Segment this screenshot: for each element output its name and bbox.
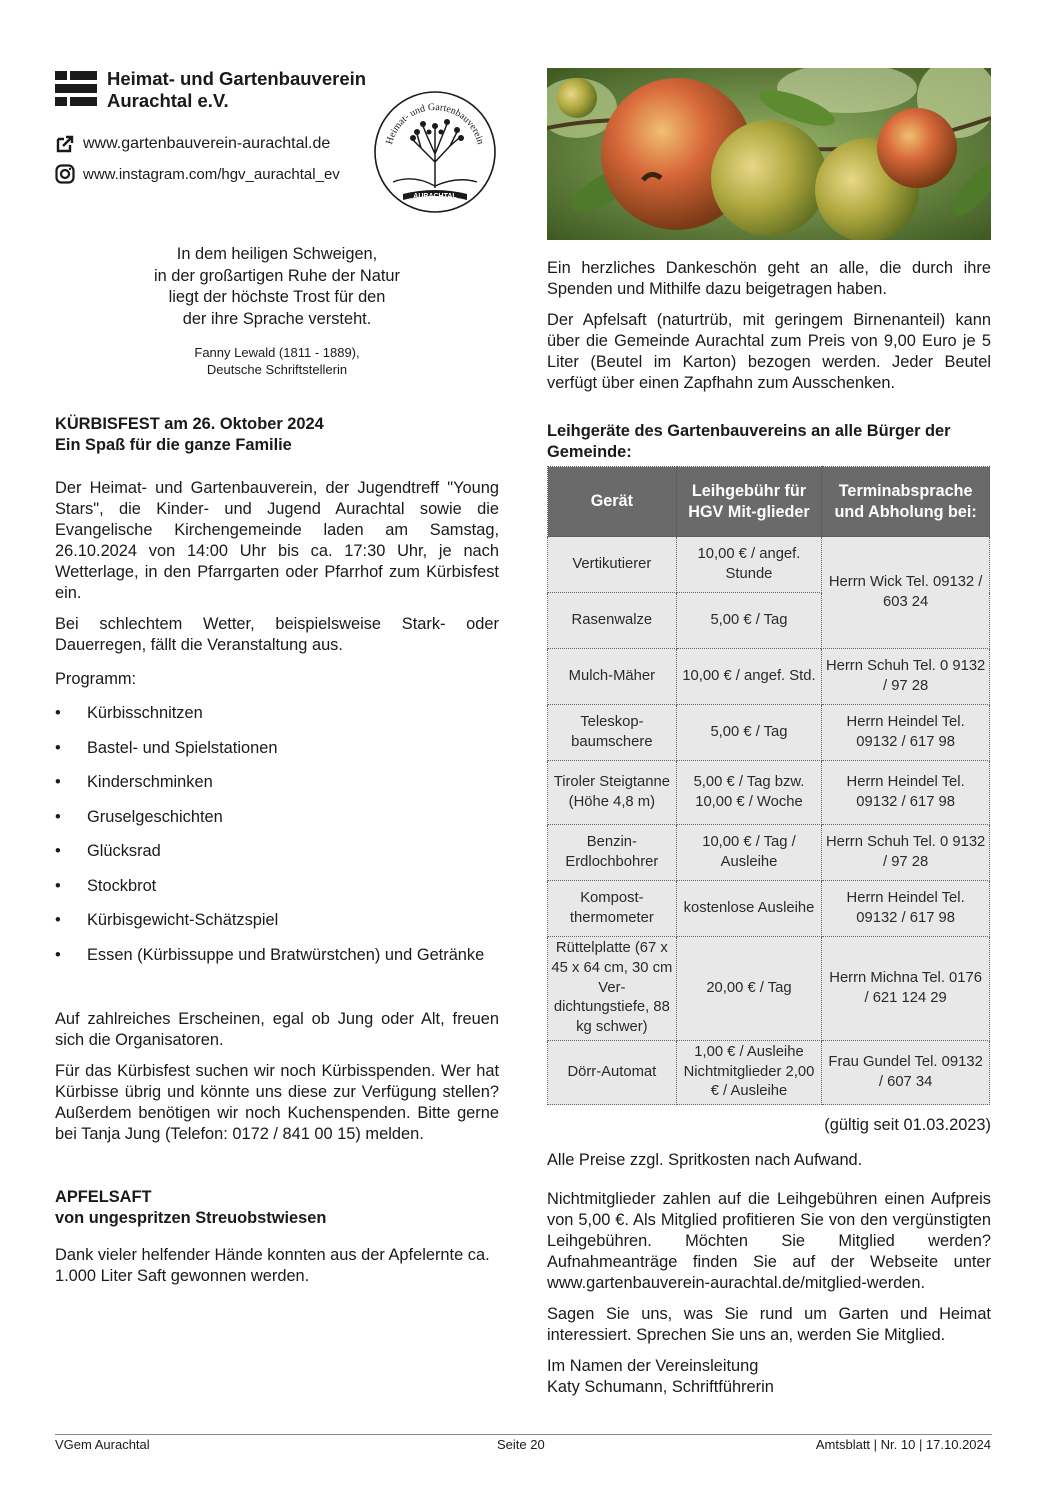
- footer-divider: [55, 1434, 992, 1435]
- table-cell: kostenlose Ausleihe: [676, 881, 822, 937]
- list-item: • Kürbisschnitzen: [55, 703, 499, 723]
- table-cell: Vertikutierer: [548, 537, 677, 593]
- org-name-line1: Heimat- und Gartenbauverein: [107, 68, 367, 89]
- list-item: • Bastel- und Spielstationen: [55, 738, 499, 758]
- table-cell: Rasenwalze: [548, 593, 677, 649]
- table-cell: 5,00 € / Tag: [676, 593, 822, 649]
- kuerbisfest-donations: Für das Kürbisfest suchen wir noch Kürbisspenden. Wer hat Kürbisse übrig und könnte uns diese zur Verfügung stellen? Außerdem benötigen wir noch Kuchenspenden. Bitte gerne bei Tanja Jung (Telefon: 0172 / 841 00 15) melden.: [55, 1061, 499, 1143]
- club-seal-icon: [373, 90, 497, 214]
- table-row: [548, 649, 990, 705]
- apfelsaft-thanks: Ein herzliches Dankeschön geht an alle, die durch ihre Spenden und Mithilfe dazu beigetragen haben.: [547, 259, 991, 298]
- table-row: [548, 705, 990, 761]
- table-row: [548, 761, 990, 825]
- table-cell: Kompost-thermometer: [548, 881, 677, 937]
- svg-text:AURACHTAL: AURACHTAL: [413, 193, 457, 200]
- table-cell: Herrn Schuh Tel. 0 9132 / 97 28: [822, 825, 990, 881]
- table-cell: 10,00 € / Tag / Ausleihe: [676, 825, 822, 881]
- external-link-icon: [55, 134, 75, 154]
- list-item: • Glücksrad: [55, 841, 499, 861]
- table-cell: 1,00 € / Ausleihe Nichtmitglieder 2,00 € / Ausleihe: [676, 1041, 822, 1105]
- kuerbisfest-section: [55, 414, 499, 1145]
- quote-author-line1: Fanny Lewald (1811 - 1889),: [194, 345, 360, 360]
- members-note: Nichtmitglieder zahlen auf die Leihgebühren einen Aufpreis von 5,00 €. Als Mitglied profitieren Sie von den vergünstigten Leihgebühren. Möchten Sie Mitglied werden? Aufnahmeanträge finden Sie auf der Webseite unter www.gartenbauverein-aurachtal.de/mitglied-werden.: [547, 1190, 991, 1293]
- quote-line: in der großartigen Ruhe der Natur: [154, 266, 400, 285]
- table-cell: Herrn Heindel Tel. 09132 / 617 98: [822, 881, 990, 937]
- kuerbisfest-subheading: Ein Spaß für die ganze Familie: [55, 436, 292, 454]
- table-cell: Herrn Heindel Tel. 09132 / 617 98: [822, 705, 990, 761]
- table-cell: 5,00 € / Tag: [676, 705, 822, 761]
- table-cell: Herrn Heindel Tel. 09132 / 617 98: [822, 761, 990, 825]
- list-item: • Kinderschminken: [55, 772, 499, 792]
- rental-table: [547, 466, 990, 1105]
- table-cell: Mulch-Mäher: [548, 649, 677, 705]
- table-cell: Herrn Michna Tel. 0176 / 621 124 29: [822, 937, 990, 1041]
- instagram-link[interactable]: [55, 164, 340, 184]
- fuel-note: Alle Preise zzgl. Spritkosten nach Aufwand.: [547, 1151, 863, 1170]
- table-header-row: [548, 467, 990, 537]
- table-cell: Frau Gundel Tel. 09132 / 607 34: [822, 1041, 990, 1105]
- apfelsaft-heading: APFELSAFT: [55, 1187, 152, 1206]
- org-name: [107, 68, 366, 112]
- table-cell: Herrn Wick Tel. 09132 / 603 24: [822, 537, 990, 649]
- apfelsaft-text: Dank vieler helfender Hände konnten aus der Apfelernte ca. 1.000 Liter Saft gewonnen werden.: [55, 1245, 490, 1285]
- quote-text: [55, 244, 499, 330]
- program-list: [55, 703, 499, 965]
- left-column: [55, 66, 499, 1287]
- table-cell: 10,00 € / angef. Stunde: [676, 537, 822, 593]
- table-row: [548, 825, 990, 881]
- kuerbisfest-heading: KÜRBISFEST am 26. Oktober 2024: [55, 415, 324, 433]
- table-cell: Teleskop-baumschere: [548, 705, 677, 761]
- table-cell: Herrn Schuh Tel. 0 9132 / 97 28: [822, 649, 990, 705]
- table-cell: Tiroler Steigtanne (Höhe 4,8 m): [548, 761, 677, 825]
- table-row: [548, 1041, 990, 1105]
- apfelsaft-subheading: von ungespritzen Streuobstwiesen: [55, 1208, 327, 1227]
- apfelsaft-right: [547, 258, 991, 1398]
- list-item: • Gruselgeschichten: [55, 807, 499, 827]
- column-header: Terminabsprache und Abholung bei:: [822, 467, 990, 537]
- svg-text:Heimat- und Gartenbauverein: Heimat- und Gartenbauverein: [384, 101, 486, 146]
- website-link[interactable]: [55, 134, 330, 154]
- signoff-line2: Katy Schumann, Schriftführerin: [547, 1378, 774, 1397]
- table-row: [548, 937, 990, 1041]
- valid-note: (gültig seit 01.03.2023): [824, 1116, 991, 1135]
- list-item: • Stockbrot: [55, 876, 499, 896]
- quote-line: liegt der höchste Trost für den: [168, 288, 386, 306]
- table-cell: 20,00 € / Tag: [676, 937, 822, 1041]
- footer-right: Amtsblatt | Nr. 10 | 17.10.2024: [815, 1437, 991, 1452]
- column-header: Gerät: [548, 467, 677, 537]
- table-row: [548, 537, 990, 593]
- kuerbisfest-weather: Bei schlechtem Wetter, beispielsweise Stark- oder Dauerregen, fällt die Veranstaltung aus.: [55, 615, 499, 654]
- org-name-line2: Aurachtal e.V.: [107, 90, 229, 111]
- kuerbisfest-intro: Der Heimat- und Gartenbauverein, der Jugendtreff "Young Stars", die Kinder- und Jugend Aurachtal sowie die Evangelische Kirchengemeinde laden am Samstag, 26.10.2024 von 14:00 Uhr bis ca. 17:30 Uhr, je nach Wetterlage, in den Pfarrgarten oder Pfarrhof zum Kürbisfest ein.: [55, 479, 499, 602]
- leihgeraete-heading: Leihgeräte des Gartenbauvereins an alle Bürger der Gemeinde:: [547, 422, 951, 461]
- footer-page: Seite 20: [497, 1437, 545, 1452]
- quote-author: [55, 344, 499, 378]
- column-header: Leihgebühr für HGV Mit-glieder: [676, 467, 822, 537]
- program-label: Programm:: [55, 670, 137, 688]
- kuerbisfest-closing: Auf zahlreiches Erscheinen, egal ob Jung oder Alt, freuen sich die Organisatoren.: [55, 1009, 499, 1049]
- table-cell: 10,00 € / angef. Std.: [676, 649, 822, 705]
- apple-photo: [547, 68, 991, 240]
- apfelsaft-section: [55, 1187, 499, 1287]
- header-block: [55, 66, 499, 386]
- contact-note: Sagen Sie uns, was Sie rund um Garten und Heimat interessiert. Sprechen Sie uns an, werden Sie Mitglied.: [547, 1305, 991, 1345]
- list-item: • Essen (Kürbissuppe und Bratwürstchen) und Getränke: [55, 945, 499, 965]
- apfelsaft-price: Der Apfelsaft (naturtrüb, mit geringem Birnenanteil) kann über die Gemeinde Aurachtal zum Preis von 9,00 Euro je 5 Liter (Beutel im Karton) bezogen werden. Jeder Beutel verfügt über einen Zapfhahn zum Ausschenken.: [547, 311, 991, 392]
- instagram-text: www.instagram.com/hgv_aurachtal_ev: [83, 165, 340, 183]
- website-text: www.gartenbauverein-aurachtal.de: [83, 135, 331, 152]
- org-logo-icon: [55, 69, 97, 109]
- instagram-icon: [55, 164, 75, 184]
- footer-left: VGem Aurachtal: [55, 1437, 150, 1452]
- table-cell: Benzin-Erdlochbohrer: [548, 825, 677, 881]
- quote-author-line2: Deutsche Schriftstellerin: [206, 362, 348, 377]
- table-row: [548, 881, 990, 937]
- table-cell: 5,00 € / Tag bzw. 10,00 € / Woche: [676, 761, 822, 825]
- quote-line: der ihre Sprache versteht.: [182, 309, 372, 328]
- table-cell: Dörr-Automat: [548, 1041, 677, 1105]
- list-item: • Kürbisgewicht-Schätzspiel: [55, 910, 499, 930]
- quote-line: In dem heiligen Schweigen,: [176, 245, 378, 263]
- signoff-line1: Im Namen der Vereinsleitung: [547, 1357, 759, 1376]
- table-cell: Rüttelplatte (67 x 45 x 64 cm, 30 cm Ver-dichtungstiefe, 88 kg schwer): [548, 937, 677, 1041]
